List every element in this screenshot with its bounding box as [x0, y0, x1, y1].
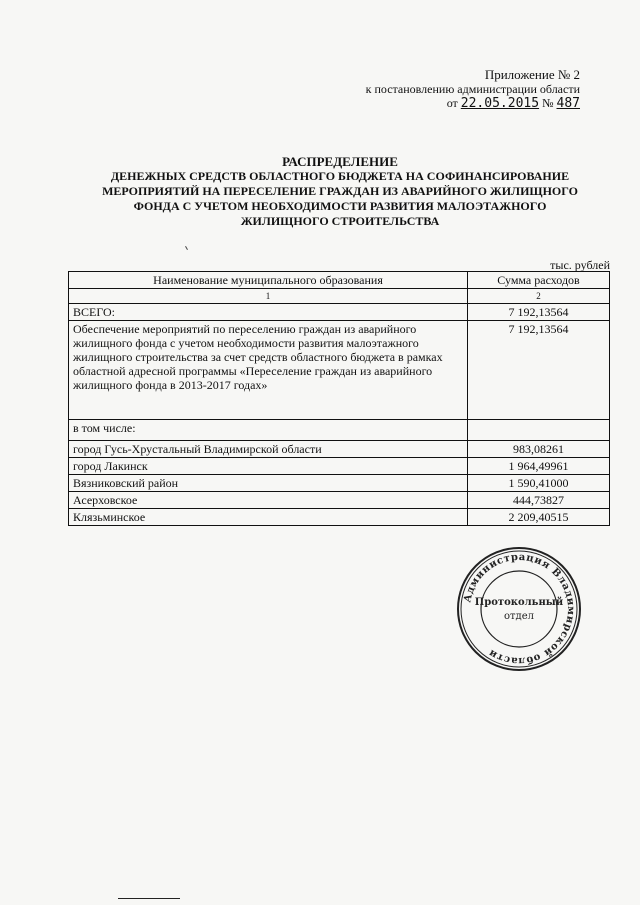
municipality-sum: 1 964,49961: [468, 458, 610, 475]
municipality-sum: 2 209,40515: [468, 509, 610, 526]
table-row: [69, 441, 610, 458]
total-sum: 7 192,13564: [468, 304, 610, 321]
column-header-name: Наименование муниципального образования: [69, 272, 468, 289]
title-line: ДЕНЕЖНЫХ СРЕДСТВ ОБЛАСТНОГО БЮДЖЕТА НА СОФИНАНСИРОВАНИЕ: [110, 169, 570, 183]
municipality-name: Клязьминское: [69, 509, 468, 526]
including-label: в том числе:: [69, 420, 468, 441]
table-row-total: [69, 304, 610, 321]
table-row-program: [69, 321, 610, 420]
municipality-name: Вязниковский район: [69, 475, 468, 492]
empty-cell: [468, 420, 610, 441]
stamp-center-line1: Протокольный: [474, 597, 564, 608]
table-header-row: [69, 272, 610, 289]
title-line: ЖИЛИЩНОГО СТРОИТЕЛЬСТВА: [240, 214, 440, 228]
municipality-name: город Лакинск: [69, 458, 468, 475]
units-label: тыс. рублей: [550, 258, 610, 272]
municipality-sum: 1 590,41000: [468, 475, 610, 492]
resolution-date: 22.05.2015: [460, 96, 540, 111]
program-name: Обеспечение мероприятий по переселению граждан из аварийного жилищного фонда с учетом необходимости развития малоэтажного жилищного строительства за счет средств областного бюджета в рамках областной адресной программы «Переселение граждан из аварийного жилищного фонда в 2013-2017 годах»: [69, 321, 468, 420]
table-row-including: [69, 420, 610, 441]
municipality-name: Асерховское: [69, 492, 468, 509]
number-label: №: [542, 96, 554, 110]
table-row: [69, 475, 610, 492]
title-heading: РАСПРЕДЕЛЕНИЕ: [282, 154, 398, 169]
column-number: 1: [69, 289, 468, 304]
appendix-label: Приложение № 2: [484, 67, 580, 82]
column-number-row: [69, 289, 610, 304]
date-line: [320, 96, 580, 111]
footer-rule: [118, 898, 180, 899]
table-row: [69, 458, 610, 475]
appendix-header: [320, 68, 580, 111]
stamp-ring-text: Администрация Владимирской области: [462, 551, 577, 667]
column-header-sum: Сумма расходов: [468, 272, 610, 289]
stamp-center-line2: отдел: [504, 611, 534, 622]
municipality-sum: 983,08261: [468, 441, 610, 458]
document-title: [60, 154, 620, 229]
table-row: [69, 492, 610, 509]
from-label: от: [446, 96, 458, 110]
title-line: ФОНДА С УЧЕТОМ НЕОБХОДИМОСТИ РАЗВИТИЯ МАЛОЭТАЖНОГО: [133, 199, 547, 213]
municipality-sum: 444,73827: [468, 492, 610, 509]
protocol-department-stamp: [455, 545, 583, 673]
distribution-table: [68, 271, 610, 526]
column-number: 2: [468, 289, 610, 304]
title-line: МЕРОПРИЯТИЙ НА ПЕРЕСЕЛЕНИЕ ГРАЖДАН ИЗ АВАРИЙНОГО ЖИЛИЩНОГО: [102, 184, 578, 198]
stray-mark: [185, 246, 188, 250]
resolution-label: к постановлению администрации области: [365, 82, 580, 96]
total-label: ВСЕГО:: [69, 304, 468, 321]
program-sum: 7 192,13564: [468, 321, 610, 420]
municipality-name: город Гусь-Хрустальный Владимирской области: [69, 441, 468, 458]
resolution-number: 487: [556, 96, 580, 111]
table-row: [69, 509, 610, 526]
